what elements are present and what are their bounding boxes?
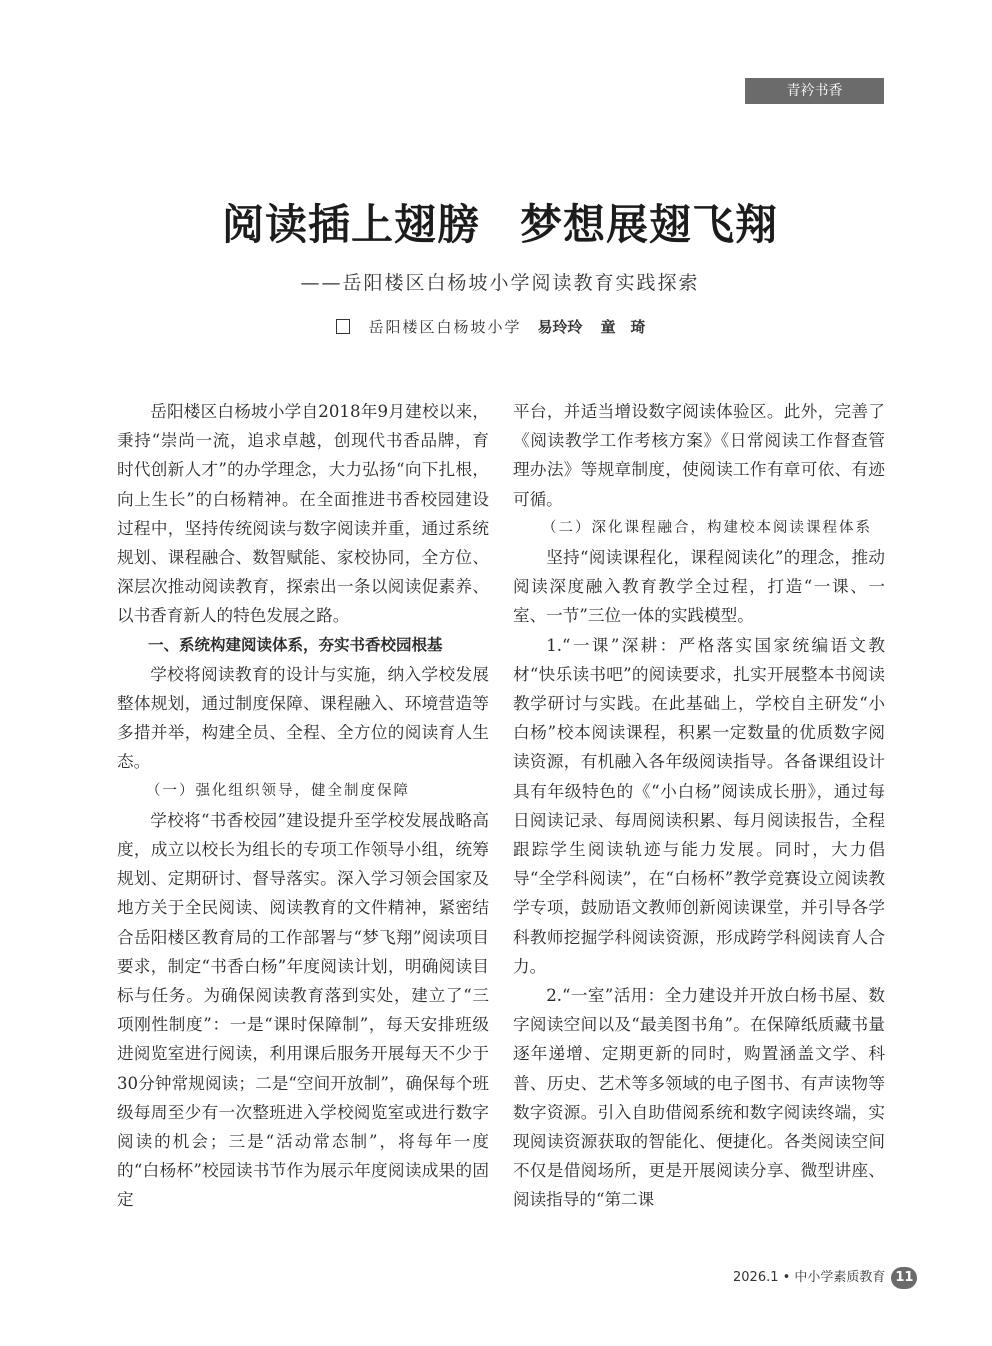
author-name: 童 琦 [600,318,646,336]
right-column [513,397,885,1215]
paragraph: 学校将“书香校园”建设提升至学校发展战略高度，成立以校长为组长的专项工作领导小组，统筹规划、定期研讨、督导落实。深入学习领会国家及地方关于全民阅读、阅读教育的文件精神，紧密结合岳阳楼区教育局的工作部署与“梦飞翔”阅读项目要求，制定“书香白杨”年度阅读计划，明确阅读目标与任务。为确保阅读教育落到实处，建立了“三项刚性制度”：一是“课时保障制”，每天安排班级进阅览室进行阅读，利用课后服务开展每天不少于30分钟常规阅读；二是“空间开放制”，确保每个班级每周至少有一次整班进入学校阅览室或进行数字阅读的机会；三是“活动常态制”，将每年一度的“白杨杯”校园读书节作为展示年度阅读成果的固定 [117,810,489,1210]
author-organization: 岳阳楼区白杨坡小学 [368,318,522,336]
page-number: 11 [891,1267,917,1289]
subsection-heading: （一）强化组织领导，健全制度保障 [146,782,410,799]
byline-box-icon [336,319,350,334]
paragraph: 平台，并适当增设数字阅读体验区。此外，完善了《阅读教学工作考核方案》《日常阅读工作督查管理办法》等规章制度，使阅读工作有章可依、有迹可循。 [513,402,885,509]
paragraph: 坚持“阅读课程化，课程阅读化”的理念，推动阅读深度融入教育教学全过程，打造“一课、一室、一节”三位一体的实践模型。 [513,548,885,626]
section-tag: 青衿书香 [745,78,884,104]
issue-info: 2026.1 • 中小学素质教育 [733,1270,886,1285]
paragraph: 岳阳楼区白杨坡小学自2018年9月建校以来，秉持“崇尚一流，追求卓越，创现代书香品牌，育时代创新人才”的办学理念，大力弘扬“向下扎根，向上生长”的白杨精神。在全面推进书香校园建设过程中，坚持传统阅读与数字阅读并重，通过系统规划、课程融合、数智赋能、家校协同，全方位、深层次推动阅读教育，探索出一条以阅读促素养、以书香育新人的特色发展之路。 [117,402,489,626]
left-column [117,397,489,1215]
paragraph: 学校将阅读教育的设计与实施，纳入学校发展整体规划，通过制度保障、课程融入、环境营造等多措并举，构建全员、全程、全方位的阅读育人生态。 [117,664,489,772]
paragraph: 2.“一室”活用：全力建设并开放白杨书屋、数字阅读空间以及“最美图书角”。在保障纸质藏书量逐年递增、定期更新的同时，购置涵盖文学、科普、历史、艺术等多领域的电子图书、有声读物等数字资源。引入自助借阅系统和数字阅读终端，实现阅读资源获取的智能化、便捷化。各类阅读空间不仅是借阅场所，更是开展阅读分享、微型讲座、阅读指导的“第二课 [513,986,885,1210]
title-part-1: 阅读插上翅膀 [221,200,480,249]
paragraph: 1.“一课”深耕：严格落实国家统编语文教材“快乐读书吧”的阅读要求，扎实开展整本书阅读教学研讨与实践。在此基础上，学校自主研发“小白杨”校本阅读课程，积累一定数量的优质数字阅读资源，有机融入各年级阅读指导。各备课组设计具有年级特色的《“小白杨”阅读成长册》，通过每日阅读记录、每周阅读积累、每月阅读报告，全程跟踪学生阅读轨迹与能力发展。同时，大力倡导“全学科阅读”，在“白杨杯”教学竞赛设立阅读教学专项，鼓励语文教师创新阅读课堂，并引导各学科教师挖掘学科阅读资源，形成跨学科阅读育人合力。 [513,635,885,976]
article-title [0,192,992,252]
title-part-2: 梦想展翅飞翔 [520,200,779,249]
page-footer [733,1266,917,1289]
subsection-heading: （二）深化课程融合，构建校本阅读课程体系 [542,519,872,536]
section-heading: 一、系统构建阅读体系，夯实书香校园根基 [148,635,443,654]
byline [0,316,992,337]
author-name: 易玲玲 [537,318,583,336]
article-subtitle: ——岳阳楼区白杨坡小学阅读教育实践探索 [300,272,700,294]
